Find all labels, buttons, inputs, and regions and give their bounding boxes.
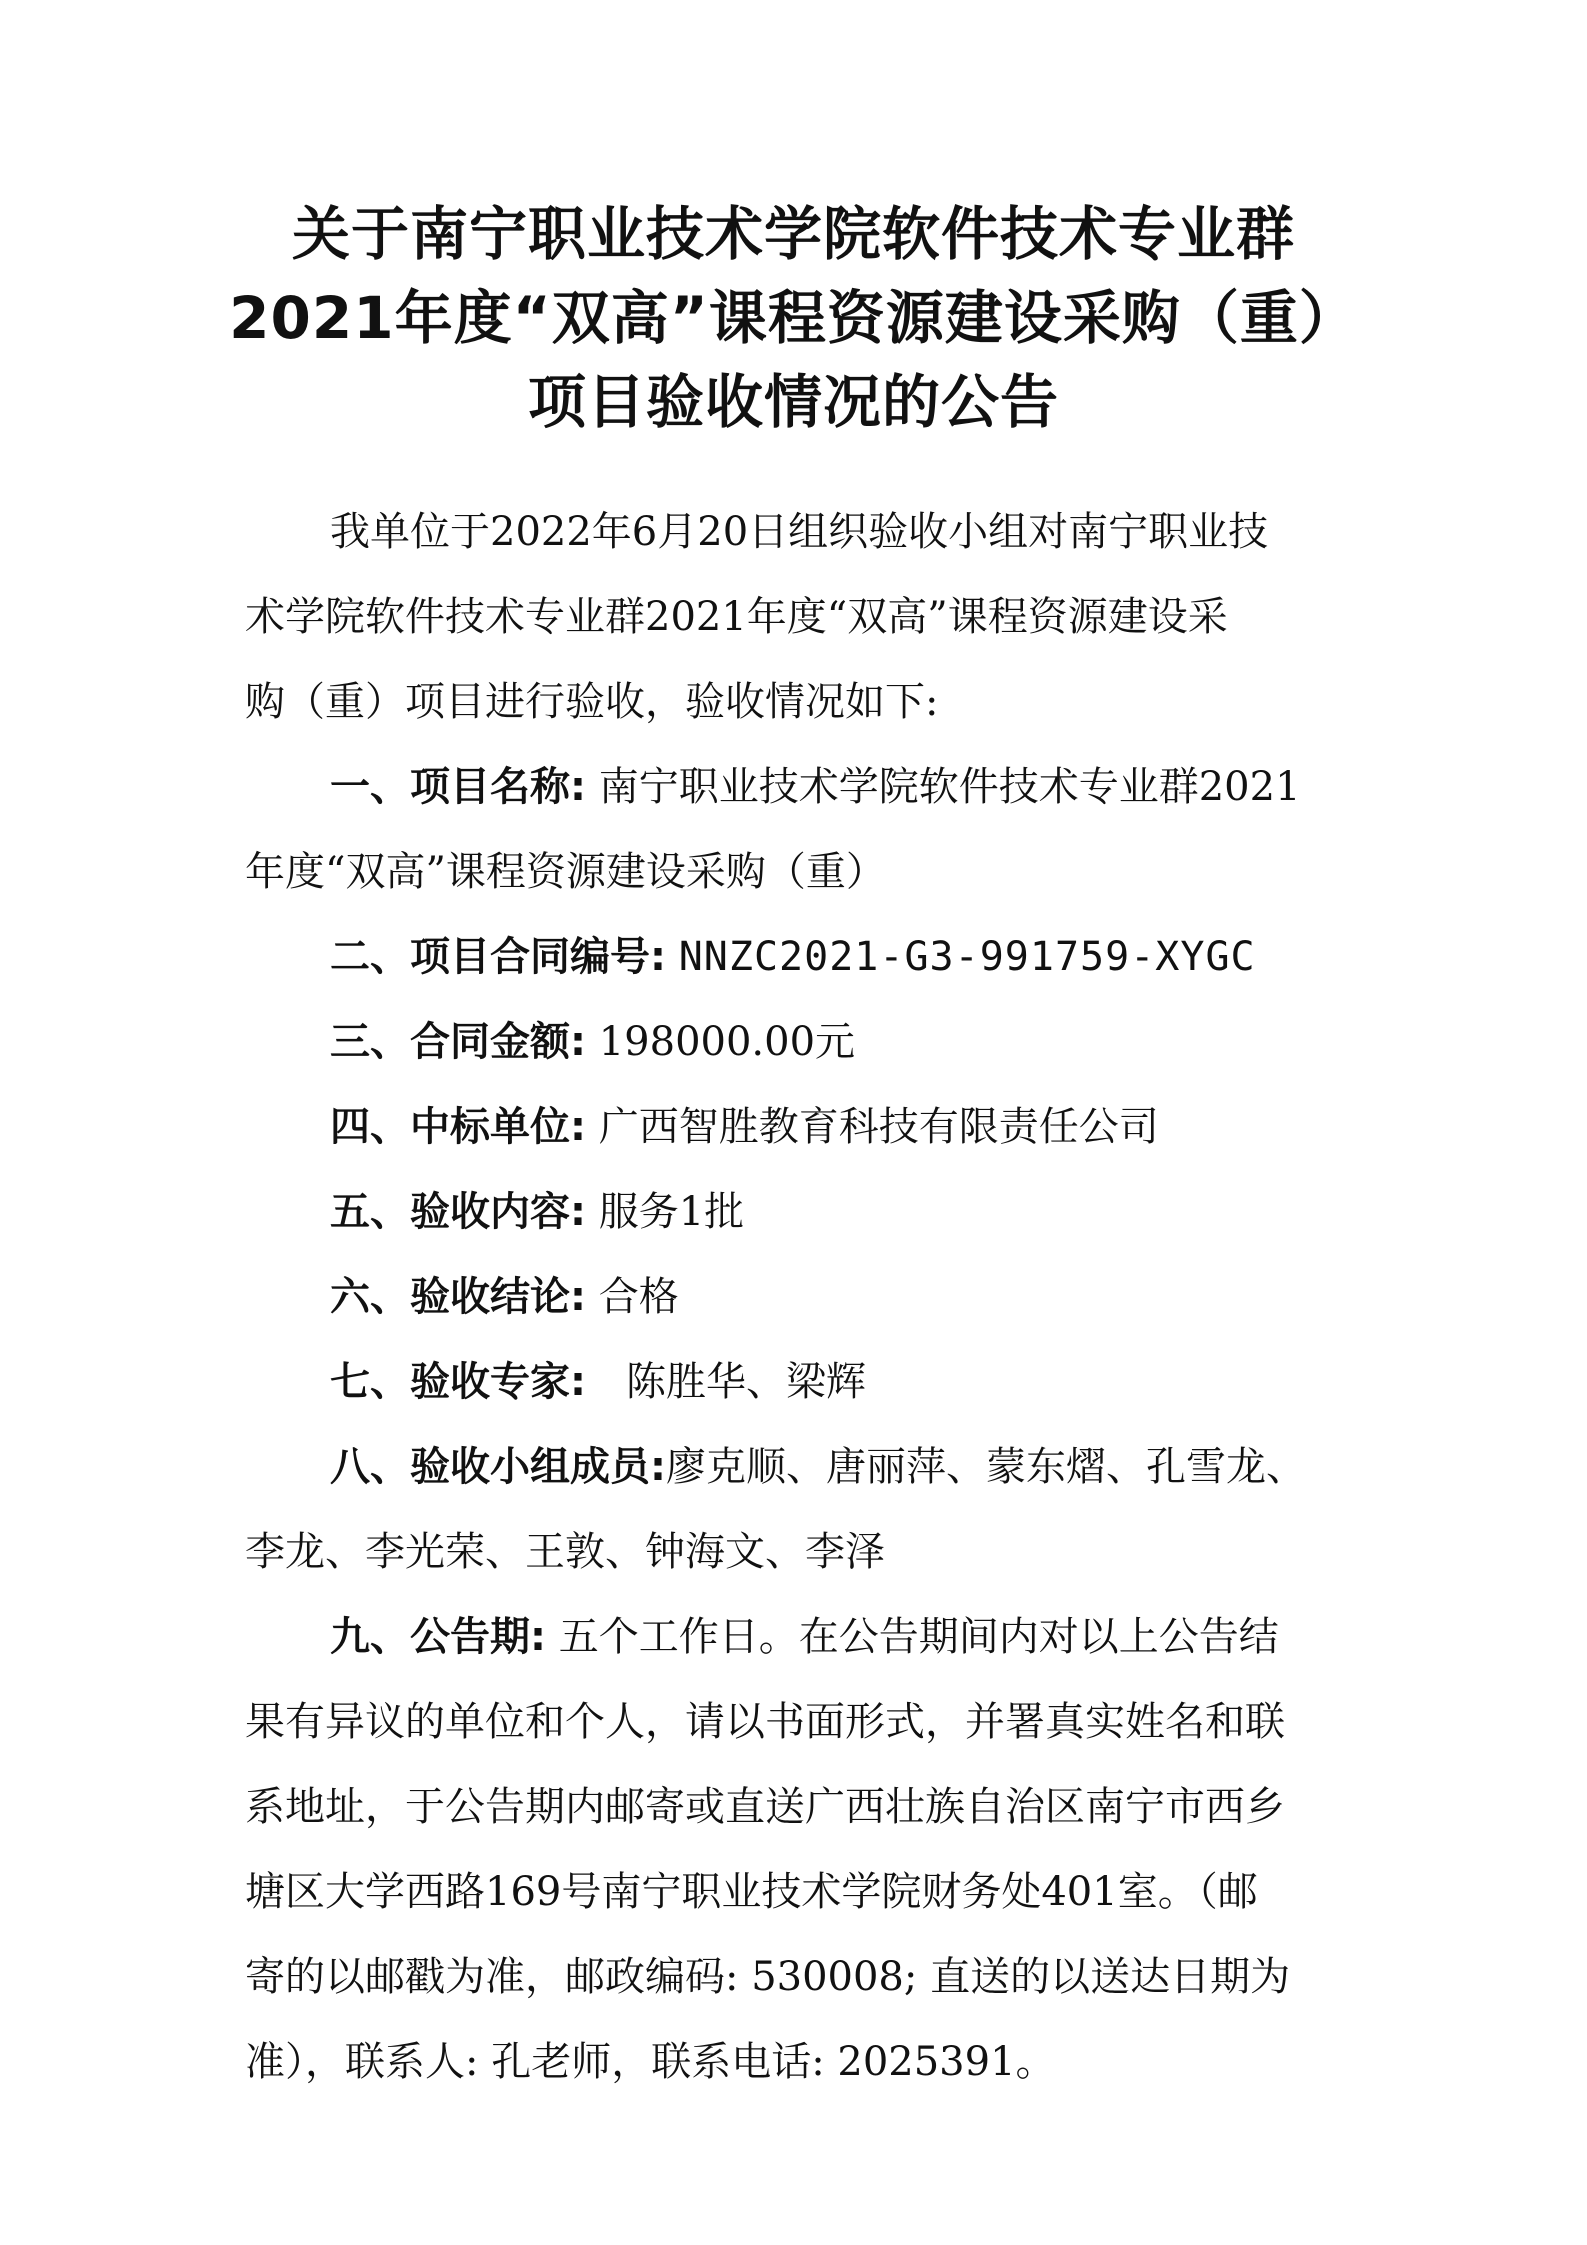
- item-project-name: [245, 745, 1353, 915]
- notice-period-value: 五个工作日。在公告期间内对以上公告结: [558, 1614, 1279, 1660]
- project-name-value-line-2: 年度“双高”课程资源建设采购（重）: [245, 849, 886, 895]
- item-acceptance-content-line: [245, 1170, 1353, 1255]
- item-contract-number-line: [245, 915, 1353, 1000]
- notice-period-line-3: 系地址，于公告期内邮寄或直送广西壮族自治区南宁市西乡: [245, 1784, 1285, 1830]
- title-line-3: 项目验收情况的公告: [527, 368, 1059, 436]
- group-members-value-line-2: 李龙、李光荣、王敦、钟海文、李泽: [245, 1529, 885, 1575]
- intro-line-2: 术学院软件技术专业群2021年度“双高”课程资源建设采: [245, 594, 1228, 640]
- document-body: [245, 490, 1353, 2105]
- contract-number-label: 二、项目合同编号:: [330, 934, 666, 980]
- title-line-2: 2021年度“双高”课程资源建设采购（重）: [229, 284, 1358, 352]
- intro-line-1: 我单位于2022年6月20日组织验收小组对南宁职业技: [330, 509, 1269, 555]
- item-acceptance-experts: [245, 1340, 1353, 1425]
- item-acceptance-content: [245, 1170, 1353, 1255]
- contract-amount-label: 三、合同金额:: [330, 1019, 586, 1065]
- intro-paragraph: [245, 490, 1353, 745]
- acceptance-content-value: 服务1批: [598, 1189, 745, 1235]
- item-group-members: [245, 1425, 1353, 1595]
- winning-bidder-label: 四、中标单位:: [330, 1104, 586, 1150]
- notice-period-line-5: 寄的以邮戳为准，邮政编码: 530008; 直送的以送达日期为: [245, 1954, 1291, 2000]
- intro-line-3: 购（重）项目进行验收，验收情况如下:: [245, 679, 939, 725]
- acceptance-experts-label: 七、验收专家:: [330, 1359, 586, 1405]
- item-group-members-line-1: [245, 1425, 1353, 1510]
- notice-period-line-6: 准），联系人: 孔老师，联系电话: 2025391。: [245, 2039, 1056, 2085]
- item-contract-number: [245, 915, 1353, 1000]
- contract-number-value: NNZC2021-G3-991759-XYGC: [678, 934, 1256, 980]
- notice-period-line-4: 塘区大学西路169号南宁职业技术学院财务处401室。（邮: [245, 1869, 1258, 1915]
- project-name-label: 一、项目名称:: [330, 764, 586, 810]
- item-winning-bidder-line: [245, 1085, 1353, 1170]
- item-acceptance-experts-line: [245, 1340, 1353, 1425]
- project-name-value: 南宁职业技术学院软件技术专业群2021: [598, 764, 1301, 810]
- item-acceptance-conclusion-line: [245, 1255, 1353, 1340]
- item-winning-bidder: [245, 1085, 1353, 1170]
- item-notice-period-line-1: [245, 1595, 1353, 1680]
- item-acceptance-conclusion: [245, 1255, 1353, 1340]
- group-members-value: 廖克顺、唐丽萍、蒙东熠、孔雪龙、: [666, 1444, 1306, 1490]
- item-contract-amount-line: [245, 1000, 1353, 1085]
- item-contract-amount: [245, 1000, 1353, 1085]
- acceptance-experts-value: 陈胜华、梁辉: [626, 1359, 866, 1405]
- notice-period-label: 九、公告期:: [330, 1614, 546, 1660]
- notice-period-line-2: 果有异议的单位和个人，请以书面形式，并署真实姓名和联: [245, 1699, 1285, 1745]
- item-project-name-line-1: [245, 745, 1353, 830]
- acceptance-content-label: 五、验收内容:: [330, 1189, 586, 1235]
- acceptance-conclusion-value: 合格: [598, 1274, 679, 1320]
- group-members-label: 八、验收小组成员:: [330, 1444, 666, 1490]
- title-line-1: 关于南宁职业技术学院软件技术专业群: [291, 200, 1295, 268]
- item-notice-period: [245, 1595, 1353, 2105]
- document-title: [160, 192, 1427, 444]
- winning-bidder-value: 广西智胜教育科技有限责任公司: [598, 1104, 1159, 1150]
- acceptance-conclusion-label: 六、验收结论:: [330, 1274, 586, 1320]
- contract-amount-value: 198000.00元: [598, 1019, 856, 1065]
